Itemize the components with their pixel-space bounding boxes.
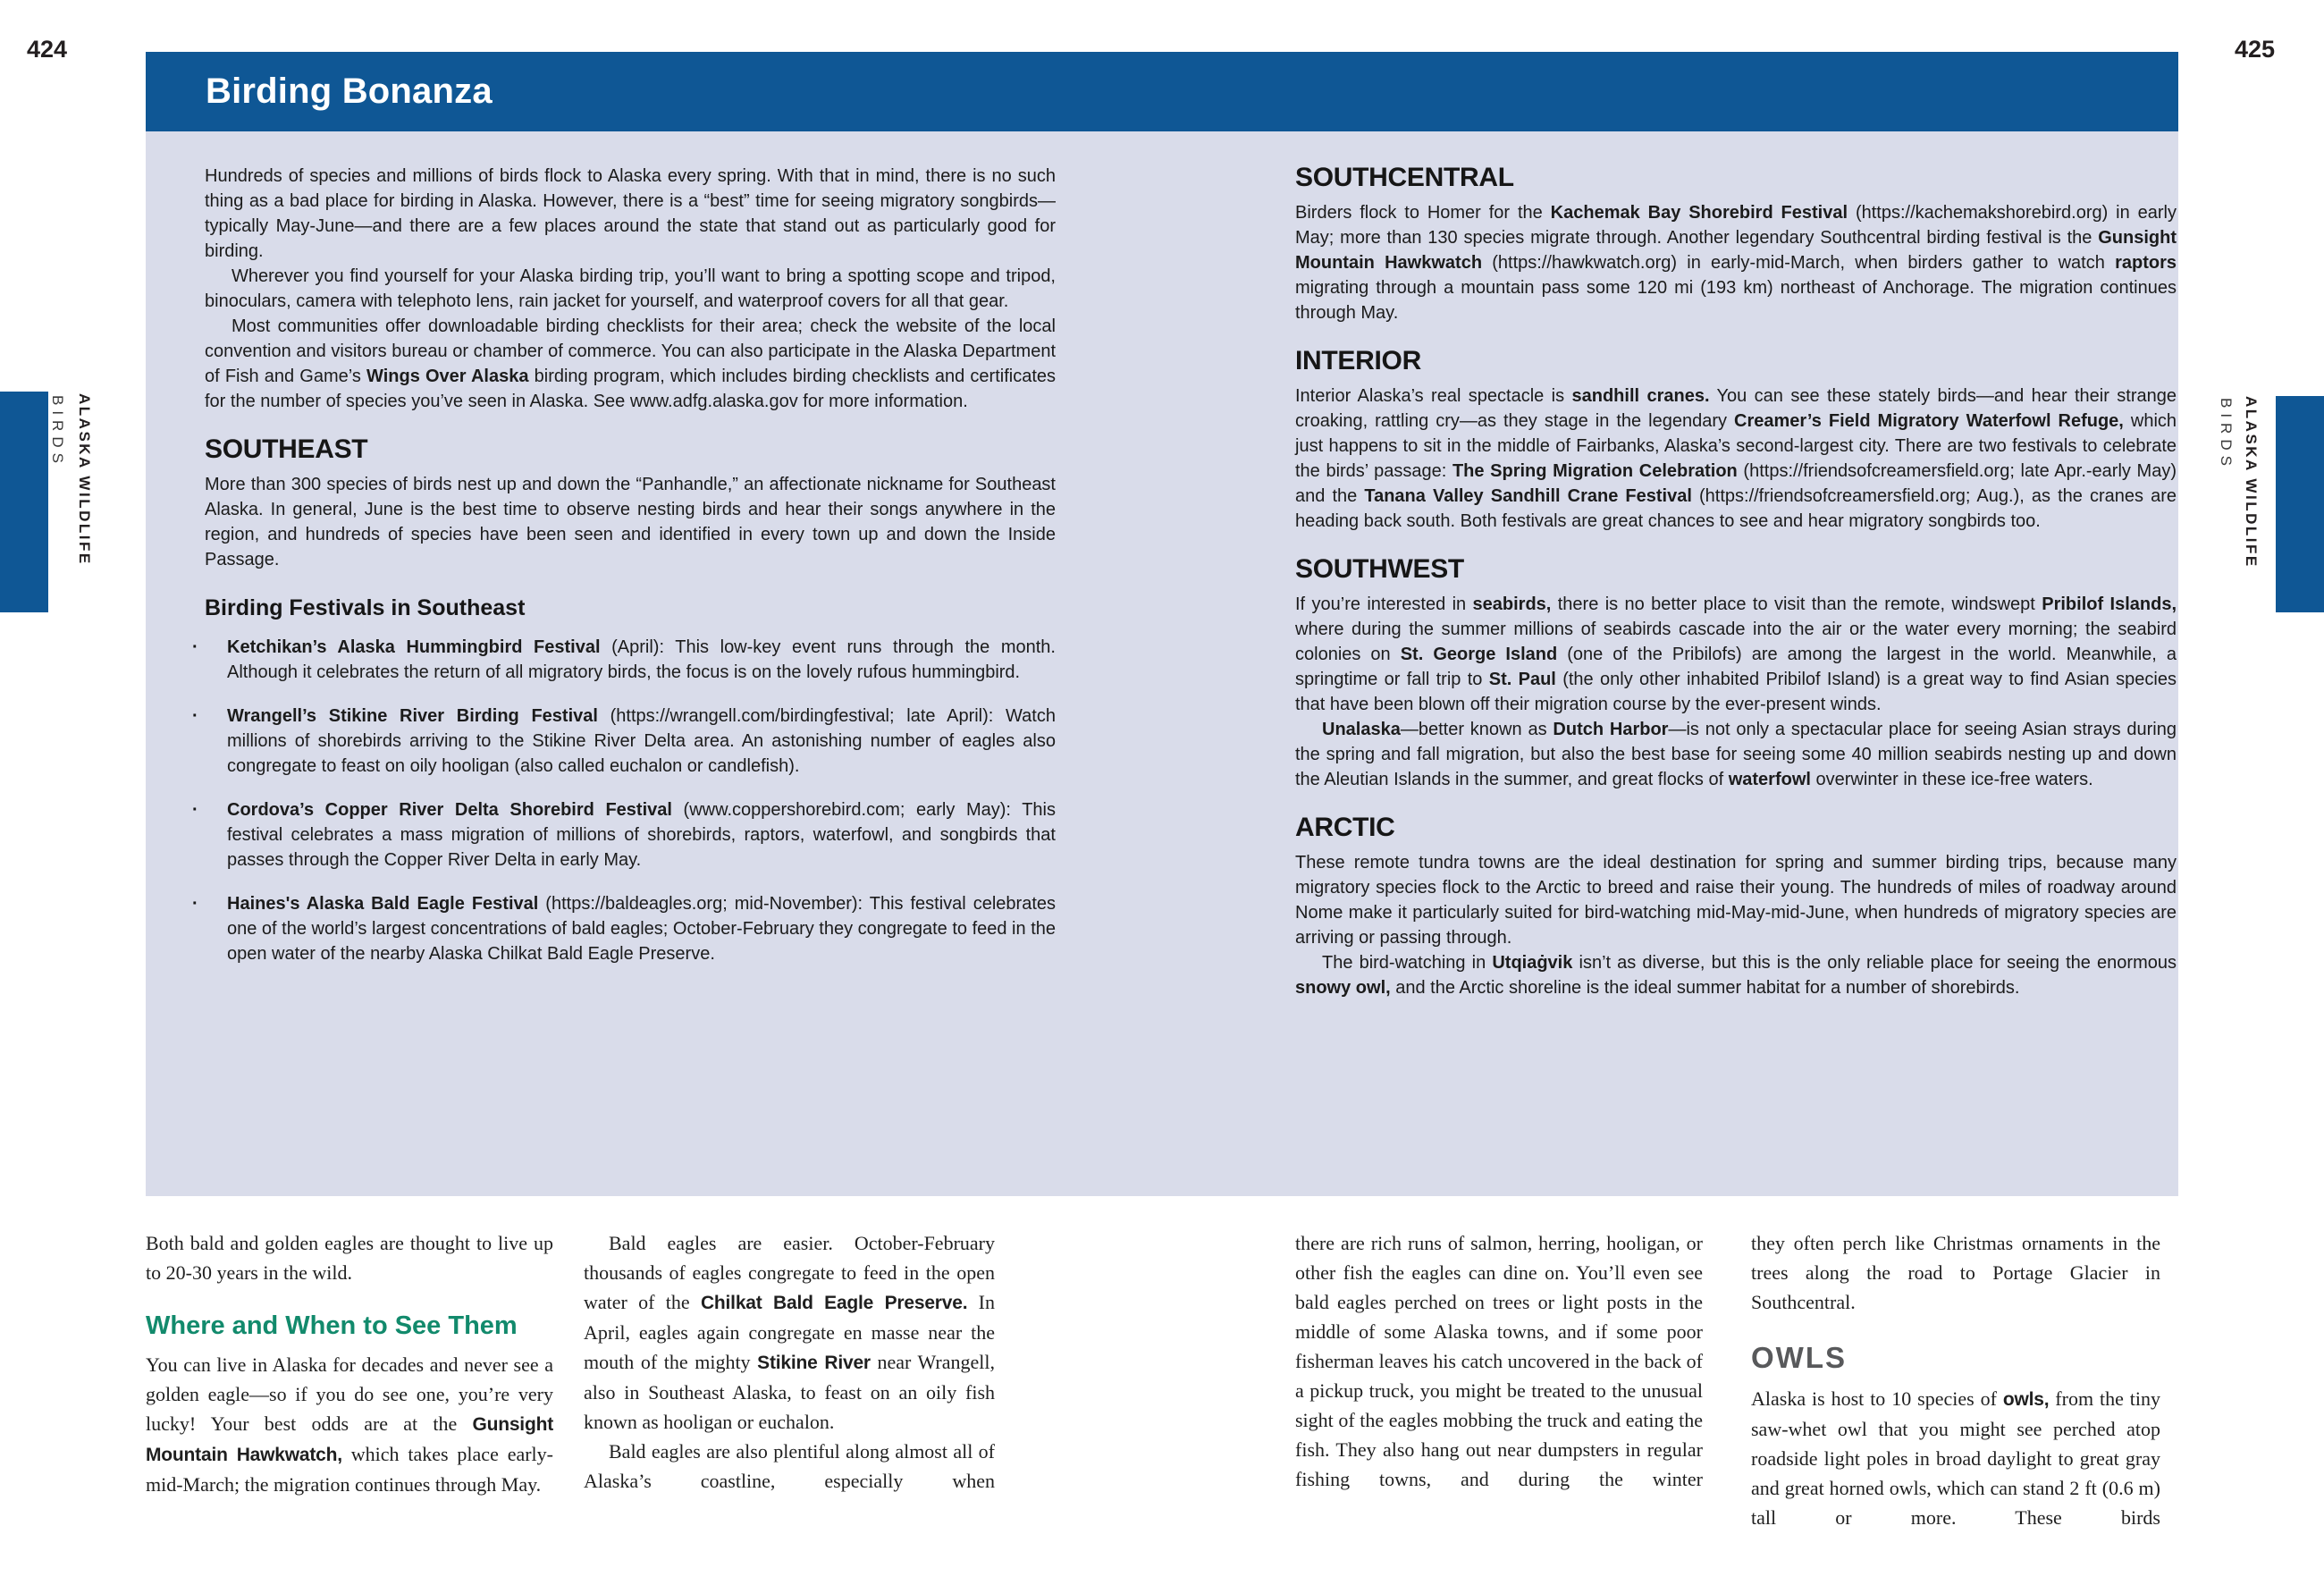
article-column-3 [1295, 1228, 1703, 1494]
intro-paragraph: Wherever you find yourself for your Alaska birding trip, you’ll want to bring a spotting scope and tripod, binoculars, camera with telephoto lens, rain jacket for yourself, and waterproof covers for all that gear. [205, 266, 1056, 311]
southwest-paragraph: If you’re interested in seabirds, there is no better place to visit than the remote, windswept Pribilof Islands, where during the summer millions of seabirds cascade into the air or the water every morning; the seabird colonies on St. George Island (one of the Pribilofs) are among the largest in the world. Meanwhile, a springtime or fall trip to St. Paul (the only other inhabited Pribilof Island) is a great way to find Asian species that have been blown off their migration course by the ever-present winds. [1295, 594, 2177, 714]
festival-item-text: Cordova’s Copper River Delta Shorebird Festival (www.coppershorebird.com; early May): This festival celebrates a mass migration of millions of shorebirds, raptors, waterfowl, and songbirds that passes through the Copper River Delta in early May. [227, 800, 1057, 870]
page-number-right: 425 [2235, 36, 2276, 63]
festival-list-item [192, 704, 1056, 779]
section-label-left: ALASKA WILDLIFE [76, 393, 93, 566]
bullet-icon: · [192, 800, 198, 820]
section-heading-interior: INTERIOR [1295, 346, 1421, 375]
eagles-owls-article [146, 1228, 2178, 1532]
article-paragraph: You can live in Alaska for decades and never see a golden eagle—so if you do see one, you’re very lucky! Your best odds are at the Gunsight Mountain Hawkwatch, which takes place early-mid-March; the migration continues through May. [146, 1353, 553, 1496]
section-heading-southeast: SOUTHEAST [205, 434, 368, 464]
bullet-icon: · [192, 637, 198, 657]
section-heading-southcentral: SOUTHCENTRAL [1295, 163, 1514, 192]
chapter-tab-marker-left [0, 392, 48, 612]
heading-where-and-when: Where and When to See Them [146, 1311, 518, 1340]
article-paragraph: Alaska is host to 10 species of owls, from the tiny saw-whet owl that you might see perched atop roadside light poles in broad daylight to great gray and great horned owls, which can stand 2 ft (0.6 m) tall or more. These birds [1751, 1387, 2161, 1529]
article-column-4 [1751, 1228, 2160, 1532]
section-label-right: ALASKA WILDLIFE [2243, 396, 2260, 569]
article-paragraph: Bald eagles are also plentiful along almost all of Alaska’s coastline, especially when [584, 1440, 995, 1492]
article-column-1 [146, 1228, 553, 1499]
section-heading-arctic: ARCTIC [1295, 813, 1395, 842]
festival-item-text: Haines's Alaska Bald Eagle Festival (https://baldeagles.org; mid-November): This festival celebrates one of the world’s largest concentrations of bald eagles; October-February they congregate to feed in the open water of the nearby Alaska Chilkat Bald Eagle Preserve. [227, 894, 1056, 964]
feature-box-left-column [192, 164, 1057, 1196]
article-paragraph: there are rich runs of salmon, herring, hooligan, or other fish the eagles can dine on. You’ll even see bald eagles perched on trees or light posts in the middle of some Alaska towns, and if some poor fisherman leaves his catch uncovered in the back of a pickup truck, you might be treated to the unusual sight of the eagles mobbing the truck and eating the fish. They also hang out near dumpsters in regular fishing towns, and during the winter [1295, 1232, 1703, 1490]
interior-paragraph: Interior Alaska’s real spectacle is sandhill cranes. You can see these stately birds—and hear their strange croaking, rattling cry—as they stage in the legendary Creamer’s Field Migratory Waterfowl Refuge, which just happens to sit in the middle of Fairbanks, Alaska’s second-largest city. There are two festivals to celebrate the birds’ passage: The Spring Migration Celebration (https://friendsofcreamersfield.org; late Apr.-early May) and the Tanana Valley Sandhill Crane Festival (https://friendsofcreamersfield.org; Aug.), as the cranes are heading back south. Both festivals are great chances to see and hear migratory songbirds too. [1295, 386, 2177, 531]
article-paragraph: they often perch like Christmas ornaments in the trees along the road to Portage Glacier in Southcentral. [1751, 1232, 2160, 1313]
page-title: Birding Bonanza [206, 72, 493, 111]
chapter-label-left: BIRDS [49, 395, 66, 468]
festival-list [192, 635, 1057, 966]
festival-list-item [192, 635, 1056, 685]
intro-paragraph: Hundreds of species and millions of birds flock to Alaska every spring. With that in mind, there is no such thing as a bad place for birding in Alaska. However, there is a “best” time for seeing migratory songbirds—typically May-June—and there are a few places around the state that stand out as particularly good for birding. [205, 166, 1056, 261]
section-heading-southwest: SOUTHWEST [1295, 554, 1464, 584]
article-column-2 [584, 1228, 995, 1496]
festivals-subheading: Birding Festivals in Southeast [205, 595, 526, 620]
festival-list-item [192, 797, 1057, 873]
heading-owls: OWLS [1751, 1341, 1847, 1374]
southcentral-paragraph: Birders flock to Homer for the Kachemak Bay Shorebird Festival (https://kachemakshorebird.org) in early May; more than 130 species migrate through. Another legendary Southcentral birding festival is the Gunsight Mountain Hawkwatch (https://hawkwatch.org) in early-mid-March, when birders gather to watch raptors migrating through a mountain pass some 120 mi (193 km) northeast of Anchorage. The migration continues through May. [1295, 203, 2177, 323]
feature-box-right-column [1295, 164, 2177, 1196]
arctic-paragraph: The bird-watching in Utqiaġvik isn’t as diverse, but this is the only reliable place for seeing the enormous snowy owl, and the Arctic shoreline is the ideal summer habitat for a number of shorebirds. [1295, 953, 2177, 998]
birding-feature-box [146, 131, 2178, 1196]
festival-item-text: Wrangell’s Stikine River Birding Festival (https://wrangell.com/birdingfestival; late April): Watch millions of shorebirds arriving to the Stikine River Delta area. An astonishing number of eagles also congregate to feast on oily hooligan (also called euchalon or candlefish). [227, 706, 1056, 776]
chapter-label-right: BIRDS [2218, 398, 2235, 471]
chapter-tab-marker-right [2276, 396, 2324, 612]
bullet-icon: · [192, 894, 198, 914]
page-number-left: 424 [27, 36, 68, 63]
festival-item-text: Ketchikan’s Alaska Hummingbird Festival (April): This low-key event runs through the month. Although it celebrates the return of all migratory birds, the focus is on the lovely rufous hummingbird. [227, 637, 1056, 682]
article-paragraph: Both bald and golden eagles are thought to live up to 20-30 years in the wild. [146, 1232, 553, 1284]
intro-paragraph: Most communities offer downloadable birding checklists for their area; check the website of the local convention and visitors bureau or chamber of commerce. You can also participate in the Alaska Department of Fish and Game’s Wings Over Alaska birding program, which includes birding checklists and certificates for the number of species you’ve seen in Alaska. See www.adfg.alaska.gov for more information. [205, 316, 1057, 411]
southwest-paragraph: Unalaska—better known as Dutch Harbor—is not only a spectacular place for seeing Asian strays during the spring and fall migration, but also the best base for seeing some 40 million seabirds nesting up and down the Aleutian Islands in the summer, and great flocks of waterfowl overwinter in these ice-free waters. [1295, 720, 2177, 789]
southeast-paragraph: More than 300 species of birds nest up and down the “Panhandle,” an affectionate nickname for Southeast Alaska. In general, June is the best time to observe nesting birds and hear their songs anywhere in the region, and hundreds of species have been seen and identified in every town up and down the Inside Passage. [205, 475, 1056, 569]
arctic-paragraph: These remote tundra towns are the ideal destination for spring and summer birding trips, because many migratory species flock to the Arctic to breed and raise their young. The hundreds of miles of roadway around Nome make it particularly suited for bird-watching mid-May-mid-June, when hundreds of migratory species are arriving or passing through. [1295, 853, 2177, 948]
bullet-icon: · [192, 706, 198, 726]
title-banner [146, 52, 2178, 131]
festival-list-item [192, 891, 1056, 966]
article-paragraph: Bald eagles are easier. October-February thousands of eagles congregate to feed in the open water of the Chilkat Bald Eagle Preserve. In April, eagles again congregate en masse near the mouth of the mighty Stikine River near Wrangell, also in Southeast Alaska, to feast on an oily fish known as hooligan or euchalon. [584, 1232, 996, 1433]
